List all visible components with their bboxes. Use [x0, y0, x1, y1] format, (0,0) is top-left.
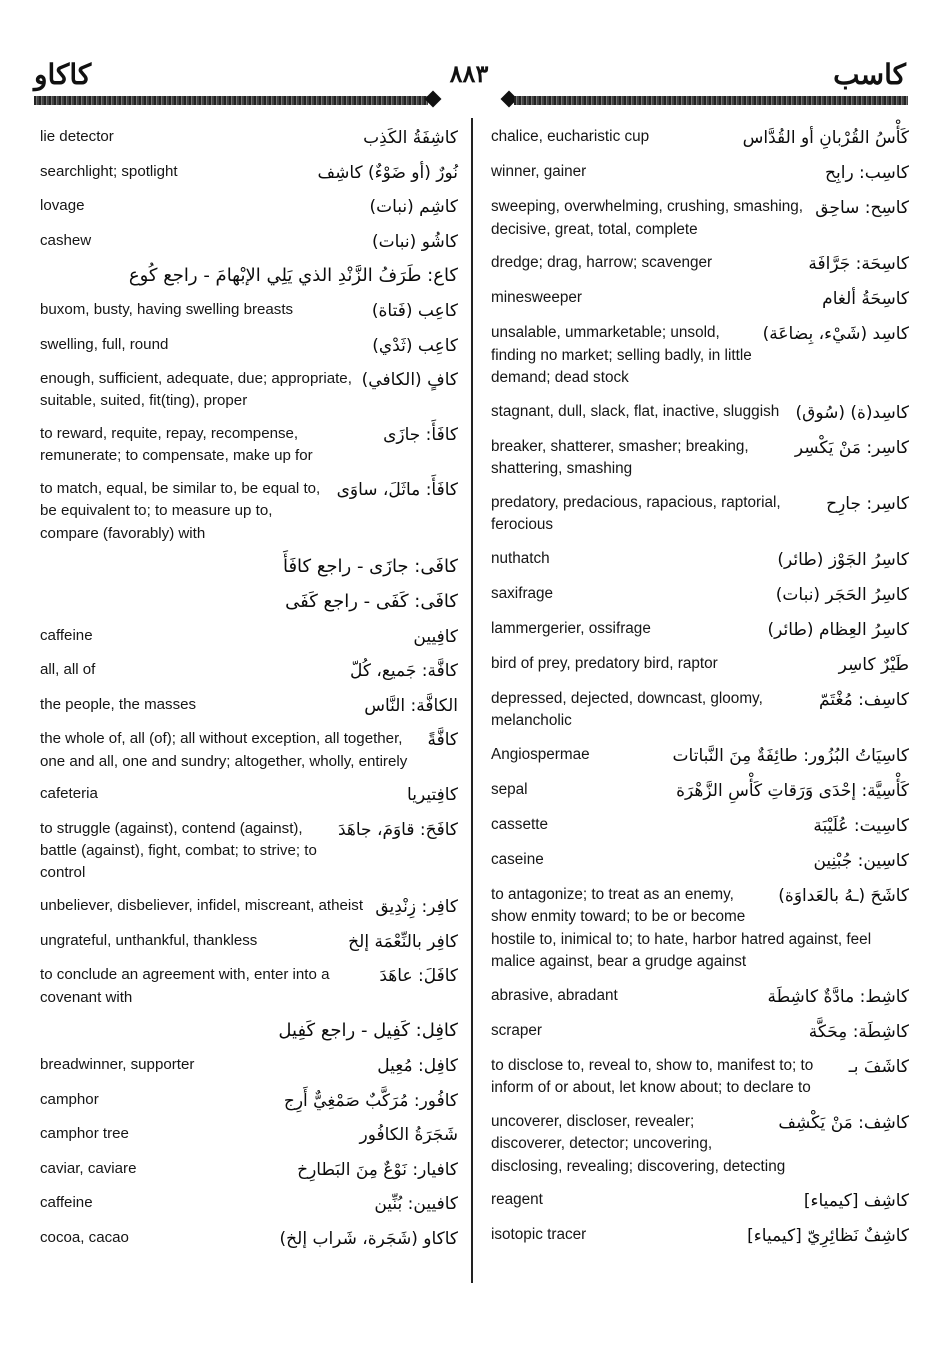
page-number: ٨٨٣	[449, 62, 489, 88]
arabic-headword: كافِر: زِنْدِيق	[375, 897, 458, 918]
dictionary-entry	[491, 322, 909, 390]
english-definition: breaker, shatterer, smasher; breaking, shattering, smashing	[491, 437, 749, 477]
english-definition: unbeliever, disbeliever, infidel, miscreant, atheist	[40, 897, 364, 915]
dictionary-entry	[40, 126, 458, 150]
dictionary-entry	[491, 653, 909, 677]
dictionary-entry	[40, 1089, 458, 1113]
dictionary-entry	[491, 436, 909, 481]
header-rule-right	[514, 96, 908, 105]
english-definition: unsalable, ummarketable; unsold, finding no market; selling badly, in little demand; dead stock	[491, 324, 752, 386]
arabic-headword: كافَّةً	[427, 730, 458, 751]
arabic-headword: كافَّة: جَميع، كُلّ	[349, 661, 458, 682]
dictionary-entry	[491, 252, 909, 276]
english-definition: predatory, predacious, rapacious, raptorial, ferocious	[491, 493, 781, 533]
dictionary-entry	[491, 126, 909, 150]
arabic-headword: كاسِيَاتُ البُزُور: طائِفَةٌ مِنَ النَّباتات	[672, 745, 909, 766]
arabic-headword: كاسِر: مَنْ يَكْسِر	[794, 437, 909, 458]
english-definition: saxifrage	[491, 584, 554, 602]
english-definition: camphor	[40, 1090, 99, 1108]
english-definition: lammergerier, ossifrage	[491, 619, 651, 637]
english-definition: nuthatch	[491, 549, 550, 567]
dictionary-entry	[491, 1020, 909, 1044]
dictionary-entry	[40, 728, 458, 772]
dictionary-entry	[40, 555, 458, 579]
english-definition: enough, sufficient, adequate, due; appropriate, suitable, suited, fit(ting), proper	[40, 370, 352, 410]
english-definition: winner, gainer	[491, 163, 587, 180]
arabic-headword: كافِر بالنِّعْمَة إلخ	[348, 931, 458, 952]
arabic-headword: كاسِحَة: جَرَّافَة	[808, 254, 909, 274]
arabic-headword: كاعِب (فَتاة)	[371, 300, 458, 321]
arabic-headword: كاشِفَةُ الكَذِب	[363, 128, 458, 148]
dictionary-entry	[491, 884, 909, 974]
arabic-headword: كاسِرُ الجَوْز (طائر)	[777, 549, 909, 570]
page-header	[30, 58, 908, 94]
arabic-headword: كافُور: مُرَكَّبٌ صَمْغِيٌّ أَرِج	[283, 1090, 458, 1111]
arabic-headword: كاسِح: ساحِق	[815, 198, 909, 218]
english-definition: to disclose to, reveal to, show to, manifest to; to inform of or about, let know about; to declare to	[491, 1056, 814, 1096]
arabic-headword: كافٍ (الكافي)	[361, 370, 458, 391]
dictionary-entry	[40, 368, 458, 412]
english-definition: all, all of	[40, 661, 96, 679]
dictionary-entry	[491, 1111, 909, 1179]
arabic-headword: كاعِب (ثَدْي)	[372, 335, 458, 356]
dictionary-entry	[40, 964, 458, 1008]
dictionary-entry	[40, 478, 458, 545]
dictionary-entry	[40, 1227, 458, 1251]
english-definition: bird of prey, predatory bird, raptor	[491, 654, 718, 672]
dictionary-entry	[491, 492, 909, 537]
dictionary-entry	[40, 1158, 458, 1182]
arabic-headword: كاشِف [كيمياء]	[803, 1191, 909, 1211]
right-guide-word: كاسب	[833, 60, 906, 91]
dictionary-entry	[40, 930, 458, 954]
dictionary-entry	[40, 299, 458, 323]
arabic-headword: كافَى: جازَى - راجع كافَأَ	[282, 556, 458, 578]
dictionary-entry	[40, 264, 458, 288]
arabic-headword: كاع: طَرَفُ الزَّنْدِ الذي يَلِي الإبْهامَ - راجع كُوع	[128, 265, 458, 287]
arabic-headword: كافَى: كَفَى - راجع كَفَى	[285, 590, 458, 612]
english-definition: the whole of, all (of); all without exception, all together, one and all, one and sundry; altogether, wholly, entirely	[40, 730, 408, 770]
english-definition: caviar, caviare	[40, 1159, 137, 1177]
english-definition: depressed, dejected, downcast, gloomy, melancholic	[491, 689, 763, 729]
dictionary-entry	[40, 694, 458, 718]
english-definition: cafeteria	[40, 785, 98, 803]
english-definition: cashew	[40, 231, 92, 249]
english-definition: caffeine	[40, 1194, 93, 1212]
english-definition: chalice, eucharistic cup	[491, 128, 650, 145]
arabic-headword: كافِل: مُعِيل	[377, 1055, 458, 1076]
arabic-headword: كافِيين	[413, 626, 458, 647]
dictionary-entry	[40, 334, 458, 358]
arabic-headword: كاسِف: مُغْتَمّ	[819, 689, 909, 710]
arabic-headword: كَأْسُ القُرْبانِ أو القُدَّاس	[742, 128, 909, 148]
dictionary-entry	[491, 287, 909, 311]
arabic-headword: كاسِيت: عُلَيْبَة	[813, 815, 909, 836]
arabic-headword: نُورٌ (أو ضَوْءٌ) كاشِف	[317, 162, 458, 183]
english-definition: dredge; drag, harrow; scavenger	[491, 254, 713, 271]
english-definition: lovage	[40, 197, 85, 215]
english-definition: minesweeper	[491, 289, 582, 306]
arabic-headword: كاسِين: جُبْنِين	[813, 850, 909, 871]
dictionary-entry	[40, 1123, 458, 1147]
arabic-headword: كافَأَ: ماثَلَ، ساوَى	[336, 480, 458, 501]
english-definition: breadwinner, supporter	[40, 1055, 195, 1073]
left-column	[40, 126, 458, 1261]
dictionary-entry	[40, 818, 458, 885]
dictionary-entry	[40, 659, 458, 683]
english-definition: sepal	[491, 780, 528, 798]
arabic-headword: كاسِب: رابِح	[825, 163, 909, 183]
english-definition: to conclude an agreement with, enter into a covenant with	[40, 966, 330, 1006]
arabic-headword: كاسِد(ة) (سُوق)	[795, 402, 909, 423]
arabic-headword: كافَحَ: قاوَمَ، جاهَدَ	[337, 819, 458, 840]
dictionary-entry	[40, 1054, 458, 1078]
arabic-headword: شَجَرَةُ الكافُور	[359, 1125, 458, 1146]
arabic-headword: كاشَحَ (ـهُ بالعَداوَة)	[778, 885, 909, 906]
english-definition: stagnant, dull, slack, flat, inactive, sluggish	[491, 402, 780, 420]
arabic-headword: كاشُو (نبات)	[371, 231, 458, 252]
dictionary-entry	[491, 548, 909, 572]
dictionary-entry	[491, 1224, 909, 1248]
english-definition: to reward, requite, repay, recompense, remunerate; to compensate, make up for	[40, 425, 313, 465]
arabic-headword: كَأْسِيَّة: إحْدَى وَرَقاتِ كَأْسِ الزَّهْرَة	[676, 780, 909, 801]
arabic-headword: كاشِم (نبات)	[369, 197, 458, 218]
column-divider	[471, 118, 473, 1283]
english-definition: the people, the masses	[40, 695, 197, 713]
dictionary-entry	[491, 985, 909, 1009]
dictionary-entry	[491, 196, 909, 241]
arabic-headword: كاشِفٌ نَظائِرِيّ [كيمياء]	[747, 1226, 909, 1246]
arabic-headword: كاشِف: مَنْ يَكْشِف	[778, 1112, 909, 1133]
english-definition: abrasive, abradant	[491, 986, 618, 1004]
dictionary-entry	[491, 814, 909, 838]
english-definition: cassette	[491, 815, 548, 833]
dictionary-entry	[40, 161, 458, 185]
arabic-headword: كافَأَ: جازَى	[383, 425, 458, 446]
arabic-headword: كاشِط: مادَّةٌ كاشِطَة	[767, 986, 909, 1007]
dictionary-entry	[491, 1055, 909, 1100]
dictionary-entry	[491, 401, 909, 425]
dictionary-entry	[491, 744, 909, 768]
dictionary-entry	[491, 583, 909, 607]
arabic-headword: كاسِد (شَيْء، بِضاعَة)	[762, 324, 909, 344]
english-definition: reagent	[491, 1191, 543, 1208]
english-definition: sweeping, overwhelming, crushing, smashing, decisive, great, total, complete	[491, 198, 804, 238]
arabic-headword: الكافَّة: النَّاس	[364, 695, 458, 716]
dictionary-entry	[491, 779, 909, 803]
english-definition: buxom, busty, having swelling breasts	[40, 300, 294, 318]
english-definition: searchlight; spotlight	[40, 162, 178, 180]
english-definition: cocoa, cacao	[40, 1228, 129, 1246]
dictionary-entry	[40, 590, 458, 614]
english-definition: caffeine	[40, 626, 93, 644]
arabic-headword: كافِتيريا	[407, 785, 458, 806]
dictionary-entry	[40, 423, 458, 467]
arabic-headword: كاسِرُ العِظام (طائر)	[767, 619, 909, 640]
dictionary-entry	[40, 625, 458, 649]
english-definition: uncoverer, discloser, revealer; discoverer, detector; uncovering, disclosing, revealing; discovering, detecting	[491, 1112, 786, 1175]
english-definition: Angiospermae	[491, 745, 590, 763]
arabic-headword: كاسِرُ الحَجَر (نبات)	[775, 584, 909, 605]
dictionary-entry	[491, 161, 909, 185]
english-definition: lie detector	[40, 128, 114, 145]
english-definition: scraper	[491, 1021, 543, 1039]
header-rule-left	[34, 96, 428, 105]
english-definition: to struggle (against), contend (against), battle (against), fight, combat; to strive; to control	[40, 819, 317, 882]
english-definition: swelling, full, round	[40, 335, 169, 353]
dictionary-entry	[40, 895, 458, 919]
dictionary-entry	[491, 1189, 909, 1213]
dictionary-entry	[40, 783, 458, 807]
english-definition: caseine	[491, 850, 544, 868]
arabic-headword: كافيين: بُنِّين	[374, 1194, 458, 1215]
dictionary-entry	[40, 195, 458, 219]
right-column	[491, 126, 909, 1259]
dictionary-entry	[491, 618, 909, 642]
english-definition: to antagonize; to treat as an enemy, show enmity toward; to be or become hostile to, inimical to; to hate, harbor hatred against, feel malice against, bear a grudge against	[491, 885, 872, 970]
arabic-headword: كاشَفَ بـ	[848, 1056, 909, 1077]
english-definition: camphor tree	[40, 1125, 129, 1143]
arabic-headword: كاشِطَة: مِحَكَّة	[808, 1021, 909, 1042]
english-definition: to match, equal, be similar to, be equal to, be equivalent to; to measure up to, compare (favorably) with	[40, 480, 321, 542]
arabic-headword: كافَلَ: عاهَدَ	[379, 966, 458, 987]
arabic-headword: كاسِر: جارِح	[826, 493, 909, 514]
dictionary-entry	[491, 849, 909, 873]
arabic-headword: كاسِحَةُ ألغام	[822, 289, 909, 309]
left-guide-word: كاكاو	[34, 60, 92, 91]
arabic-headword: كافيار: نَوْعٌ مِنَ البَطارِخ	[297, 1159, 458, 1180]
english-definition: isotopic tracer	[491, 1226, 587, 1243]
english-definition: ungrateful, unthankful, thankless	[40, 931, 258, 949]
arabic-headword: طَيْرٌ كاسِر	[838, 654, 909, 675]
arabic-headword: كاكاو (شَجَرة، شَراب إلخ)	[279, 1228, 458, 1249]
dictionary-entry	[40, 1192, 458, 1216]
dictionary-entry	[40, 230, 458, 254]
dictionary-entry	[40, 1019, 458, 1043]
arabic-headword: كافِل: كَفِيل - راجع كَفِيل	[278, 1020, 458, 1042]
dictionary-entry	[491, 688, 909, 733]
